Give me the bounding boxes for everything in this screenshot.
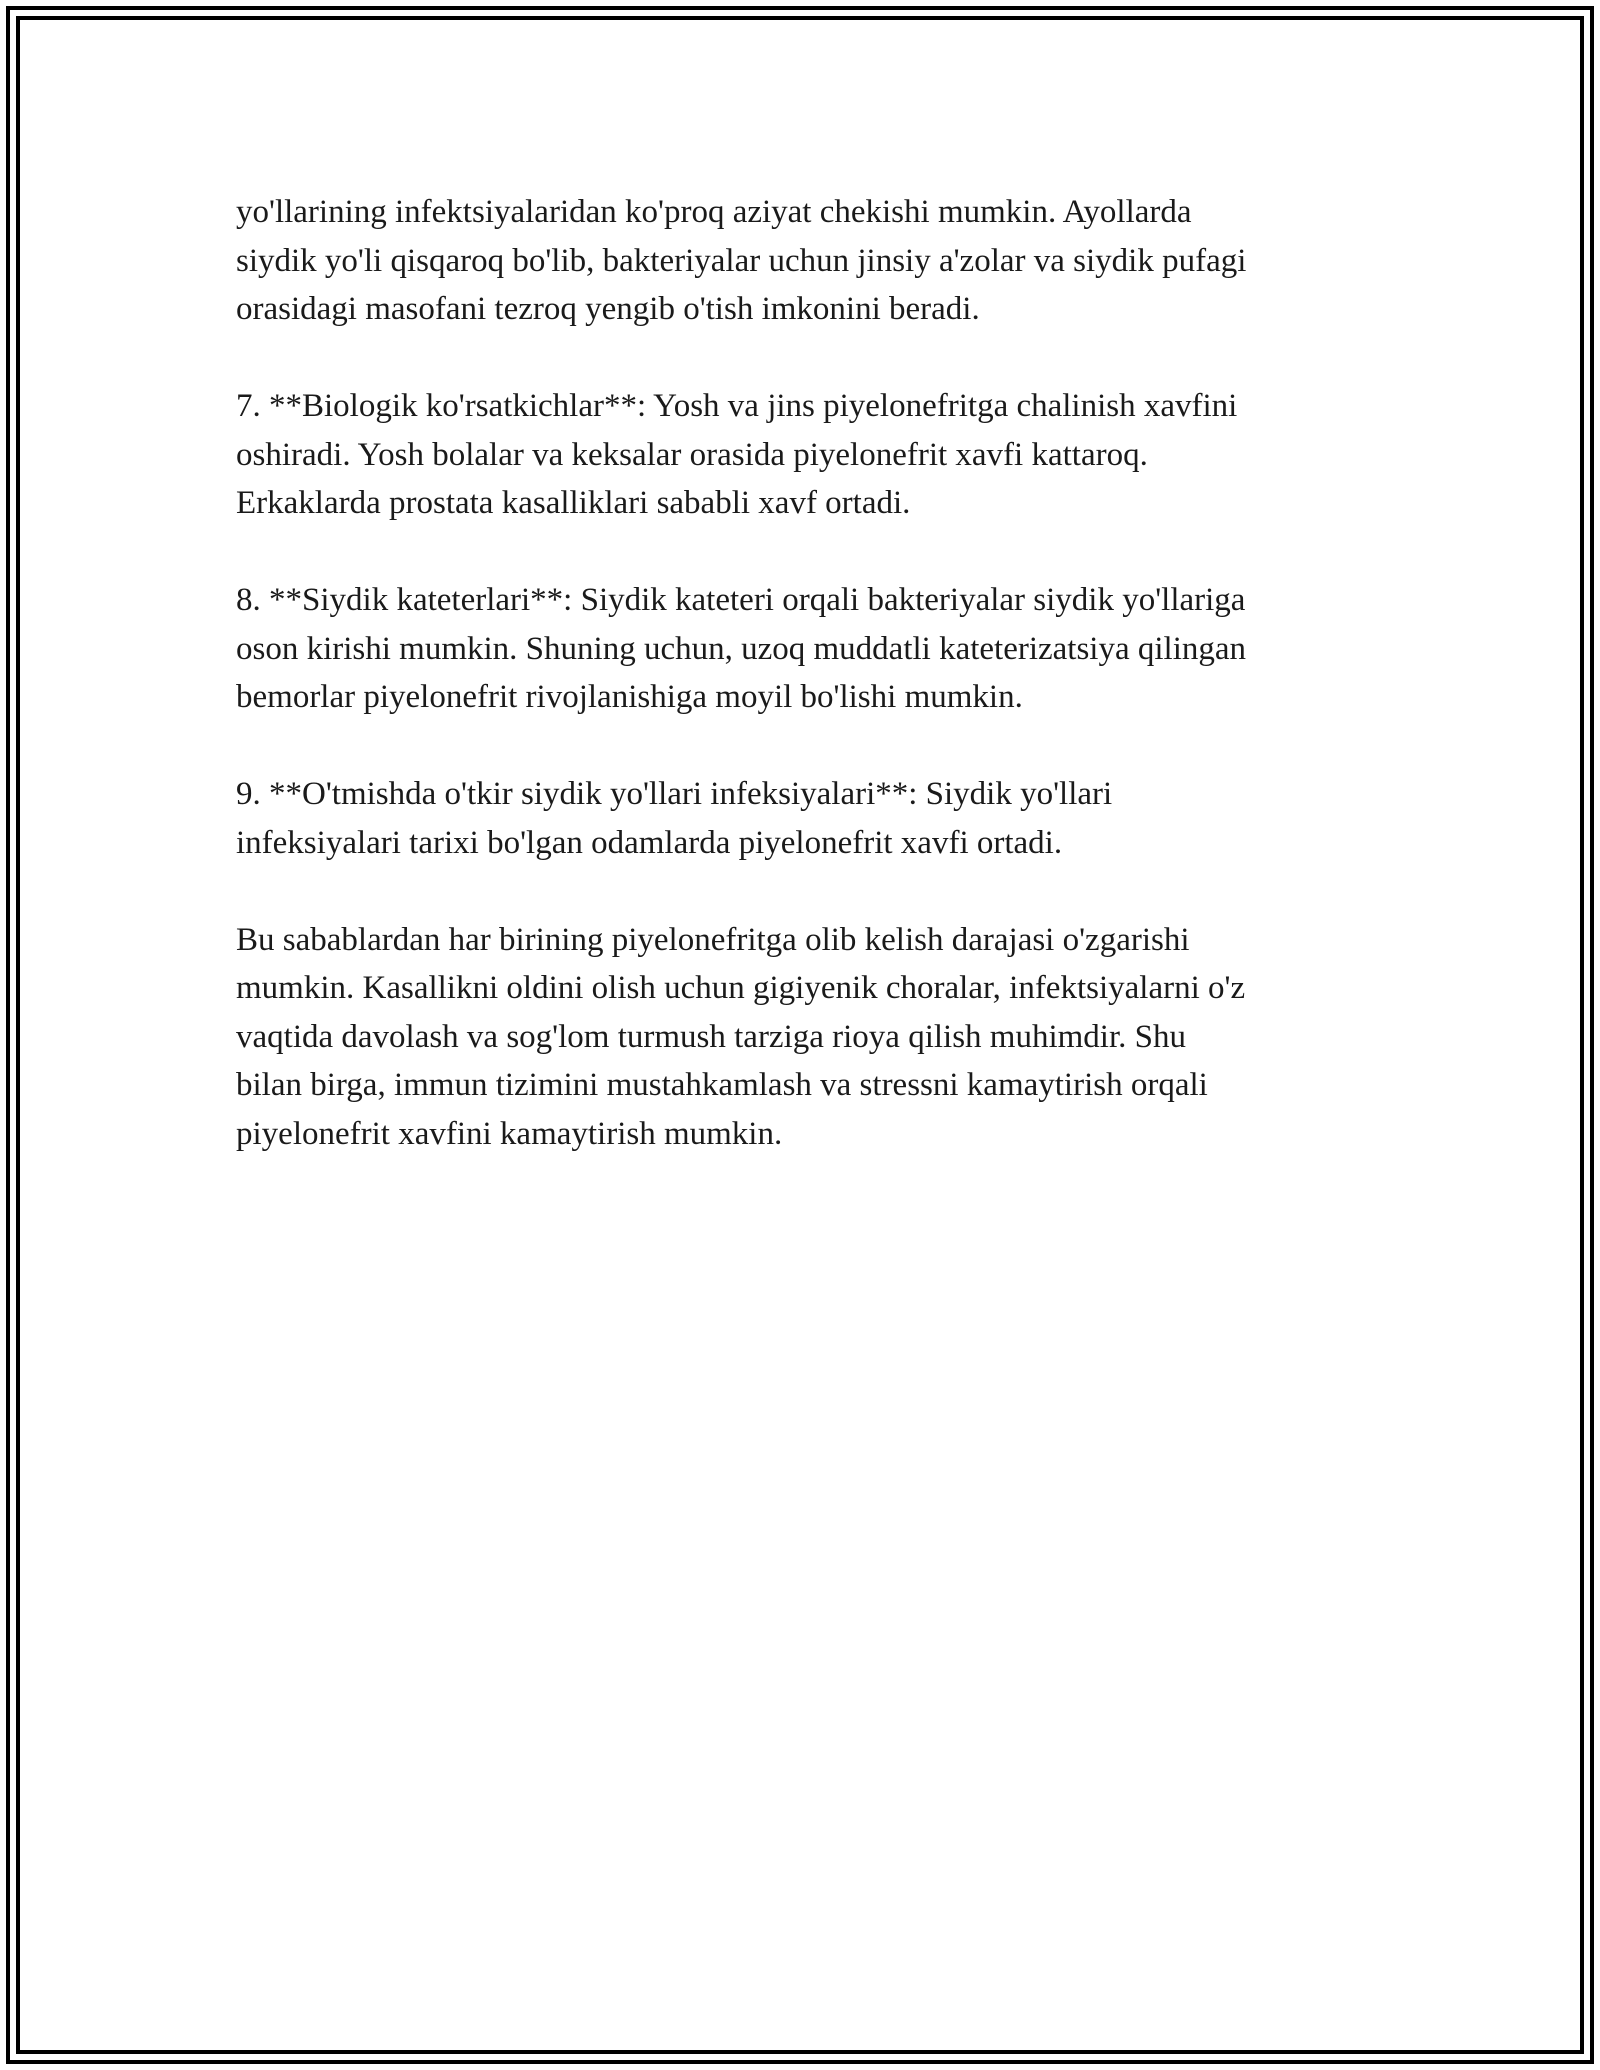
document-body bbox=[236, 188, 1376, 1207]
paragraph-continuation: yo'llarining infektsiyalaridan ko'proq aziyat chekishi mumkin. Ayollarda siydik yo'li qisqaroq bo'lib, bakteriyalar uchun jinsiy a'zolar va siydik pufagi orasidagi masofani tezroq yengib o'tish imkonini beradi. bbox=[236, 194, 1247, 327]
paragraph-item-8: 8. **Siydik kateterlari**: Siydik kateteri orqali bakteriyalar siydik yo'llariga oson kirishi mumkin. Shuning uchun, uzoq muddatli kateterizatsiya qilingan bemorlar piyelonefrit rivojlanishiga moyil bo'lishi mumkin. bbox=[236, 582, 1247, 715]
paragraph-conclusion: Bu sabablardan har birining piyelonefritga olib kelish darajasi o'zgarishi mumkin. Kasallikni oldini olish uchun gigiyenik choralar, infektsiyalarni o'z vaqtida davolash va sog'lom turmush tarziga rioya qilish muhimdir. Shu bilan birga, immun tizimini mustahkamlash va stressni kamaytirish orqali piyelonefrit xavfini kamaytirish mumkin. bbox=[236, 921, 1246, 1152]
paragraph-item-9: 9. **O'tmishda o'tkir siydik yo'llari infeksiyalari**: Siydik yo'llari infeksiyalari tarixi bo'lgan odamlarda piyelonefrit xavfi ortadi. bbox=[236, 776, 1113, 861]
paragraph-item-7: 7. **Biologik ko'rsatkichlar**: Yosh va jins piyelonefritga chalinish xavfini oshiradi. Yosh bolalar va keksalar orasida piyelonefrit xavfi kattaroq. Erkaklarda prostata kasalliklari sababli xavf ortadi. bbox=[236, 388, 1238, 521]
